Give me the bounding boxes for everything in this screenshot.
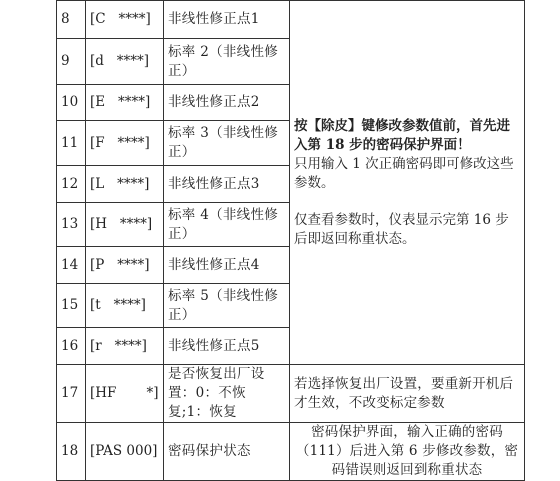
note-password-once: 只用输入 1 次正确密码即可修改这些参数。 — [294, 155, 514, 191]
param-description: 标率 2（非线性修正） — [164, 39, 290, 85]
row-number: 8 — [57, 1, 86, 39]
table-row — [57, 1, 525, 39]
note-factory-reset: 若选择恢复出厂设置，要重新开机后才生效，不改变标定参数 — [290, 365, 525, 423]
param-description: 标率 3（非线性修正） — [164, 121, 290, 166]
param-description: 非线性修正点5 — [164, 328, 290, 365]
param-description: 非线性修正点2 — [164, 85, 290, 121]
note-view-only: 仅查看参数时，仪表显示完第 16 步后即返回称重状态。 — [294, 211, 509, 247]
param-code: [PAS 000] — [86, 423, 164, 481]
row-number: 12 — [57, 166, 86, 203]
param-code: [t ****] — [86, 284, 164, 328]
row-number: 10 — [57, 85, 86, 121]
param-description: 密码保护状态 — [164, 423, 290, 481]
param-description: 标率 5（非线性修正） — [164, 284, 290, 328]
param-description: 是否恢复出厂设置：0：不恢复;1：恢复 — [164, 365, 290, 423]
param-code: [F ****] — [86, 121, 164, 166]
row-number: 17 — [57, 365, 86, 423]
row-number: 11 — [57, 121, 86, 166]
param-code: [C ****] — [86, 1, 164, 39]
row-number: 18 — [57, 423, 86, 481]
param-description: 非线性修正点1 — [164, 1, 290, 39]
param-code: [r ****] — [86, 328, 164, 365]
param-description: 非线性修正点3 — [164, 166, 290, 203]
table-row — [57, 365, 525, 423]
note-bold-warning: 按【除皮】键修改参数值前，首先进入第 18 步的密码保护界面！ — [294, 117, 510, 153]
param-code: [H ****] — [86, 203, 164, 247]
row-number: 15 — [57, 284, 86, 328]
row-number: 14 — [57, 247, 86, 284]
row-number: 16 — [57, 328, 86, 365]
param-description: 非线性修正点4 — [164, 247, 290, 284]
param-code: [E ****] — [86, 85, 164, 121]
param-code: [d ****] — [86, 39, 164, 85]
param-code: [L ****] — [86, 166, 164, 203]
param-code: [HF *] — [86, 365, 164, 423]
merged-note-cell — [290, 1, 525, 365]
note-password-protect: 密码保护界面，输入正确的密码（111）后进入第 6 步修改参数，密码错误则返回到称重状态 — [290, 423, 525, 481]
param-code: [P ****] — [86, 247, 164, 284]
param-description: 标率 4（非线性修正） — [164, 203, 290, 247]
row-number: 13 — [57, 203, 86, 247]
parameter-table — [56, 0, 525, 481]
row-number: 9 — [57, 39, 86, 85]
